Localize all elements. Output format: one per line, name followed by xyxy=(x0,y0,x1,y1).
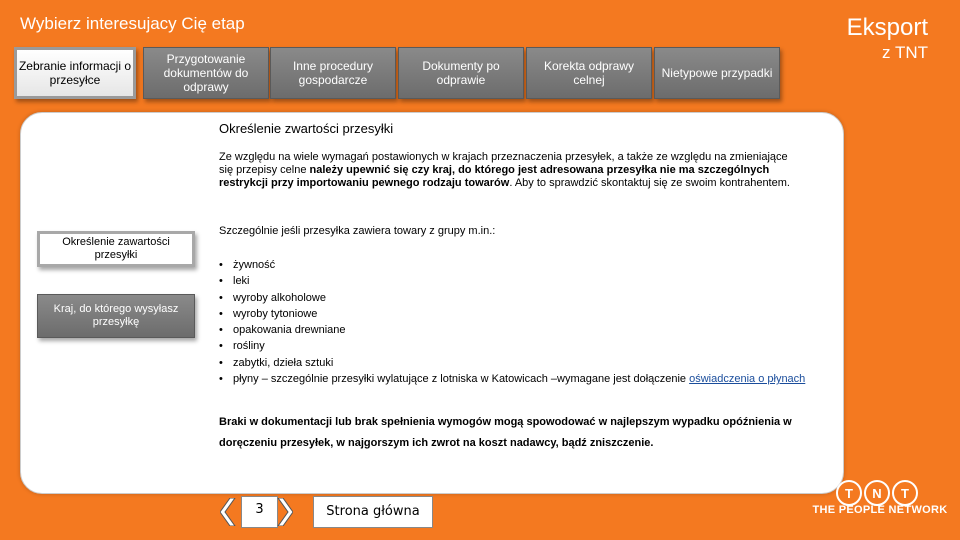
logo-letter: N xyxy=(864,480,890,506)
sidebar-item-zawartosc[interactable]: Określenie zawartości przesyłki xyxy=(37,231,195,267)
tnt-logo xyxy=(804,480,956,536)
list-item: • żywność xyxy=(219,257,819,273)
tab-zebranie-informacji[interactable]: Zebranie informacji o przesyłce xyxy=(14,47,136,99)
tab-przygotowanie-dokumentow[interactable]: Przygotowanie dokumentów do odprawy xyxy=(143,47,269,99)
logo-letter: T xyxy=(836,480,862,506)
tab-dokumenty-po-odprawie[interactable]: Dokumenty po odprawie xyxy=(398,47,524,99)
sidebar-item-kraj[interactable]: Kraj, do którego wysyłasz przesyłkę xyxy=(37,294,195,338)
goods-lead-text: Szczególnie jeśli przesyłka zawiera towary z grupy m.in.: xyxy=(219,225,496,237)
brand-title: Eksport xyxy=(846,14,928,41)
liquids-declaration-link[interactable]: oświadczenia o płynach xyxy=(689,373,806,386)
page-number: 3 xyxy=(241,496,278,528)
chevron-right-icon[interactable] xyxy=(277,498,293,526)
list-item: • zabytki, dzieła sztuki xyxy=(219,355,819,371)
tab-korekta-odprawy[interactable]: Korekta odprawy celnej xyxy=(526,47,652,99)
intro-paragraph: Ze względu na wiele wymagań postawionych w krajach przeznaczenia przesyłek, a także ze względu na zmieniające się przepisy celne należy upewnić się czy kraj, do którego jest adresowana przesyłka nie ma szczególnych restrykcji przy importowaniu pewnego rodzaju towarów. Aby to sprawdzić skontaktuj się ze swoim kontrahentem. xyxy=(219,151,790,189)
home-button[interactable]: Strona główna xyxy=(313,496,433,528)
section-title: Określenie zwartości przesyłki xyxy=(219,121,394,136)
warning-text: Braki w dokumentacji lub brak spełnienia wymogów mogą spowodować w najlepszym wypadku opóźnienia w doręczeniu przesyłek, w najgorszym ich zwrot na koszt nadawcy, bądź zniszczenie. xyxy=(219,416,792,449)
brand-subtitle: z TNT xyxy=(882,43,928,62)
list-item: • opakowania drewniane xyxy=(219,322,819,338)
list-item: • płyny – szczególnie przesyłki wylatujące z lotniska w Katowicach –wymagane jest dołączenie oświadczenia o płynach xyxy=(219,371,819,387)
list-item: • rośliny xyxy=(219,338,819,354)
list-item: • wyroby tytoniowe xyxy=(219,306,819,322)
goods-list xyxy=(219,257,819,387)
logo-tagline: THE PEOPLE NETWORK xyxy=(812,504,948,516)
tab-nietypowe-przypadki[interactable]: Nietypowe przypadki xyxy=(654,47,780,99)
list-item: • leki xyxy=(219,273,819,289)
chevron-left-icon[interactable] xyxy=(220,498,236,526)
tab-inne-procedury[interactable]: Inne procedury gospodarcze xyxy=(270,47,396,99)
logo-letter: T xyxy=(892,480,918,506)
page-title: Wybierz interesujacy Cię etap xyxy=(20,14,245,33)
list-item: • wyroby alkoholowe xyxy=(219,290,819,306)
